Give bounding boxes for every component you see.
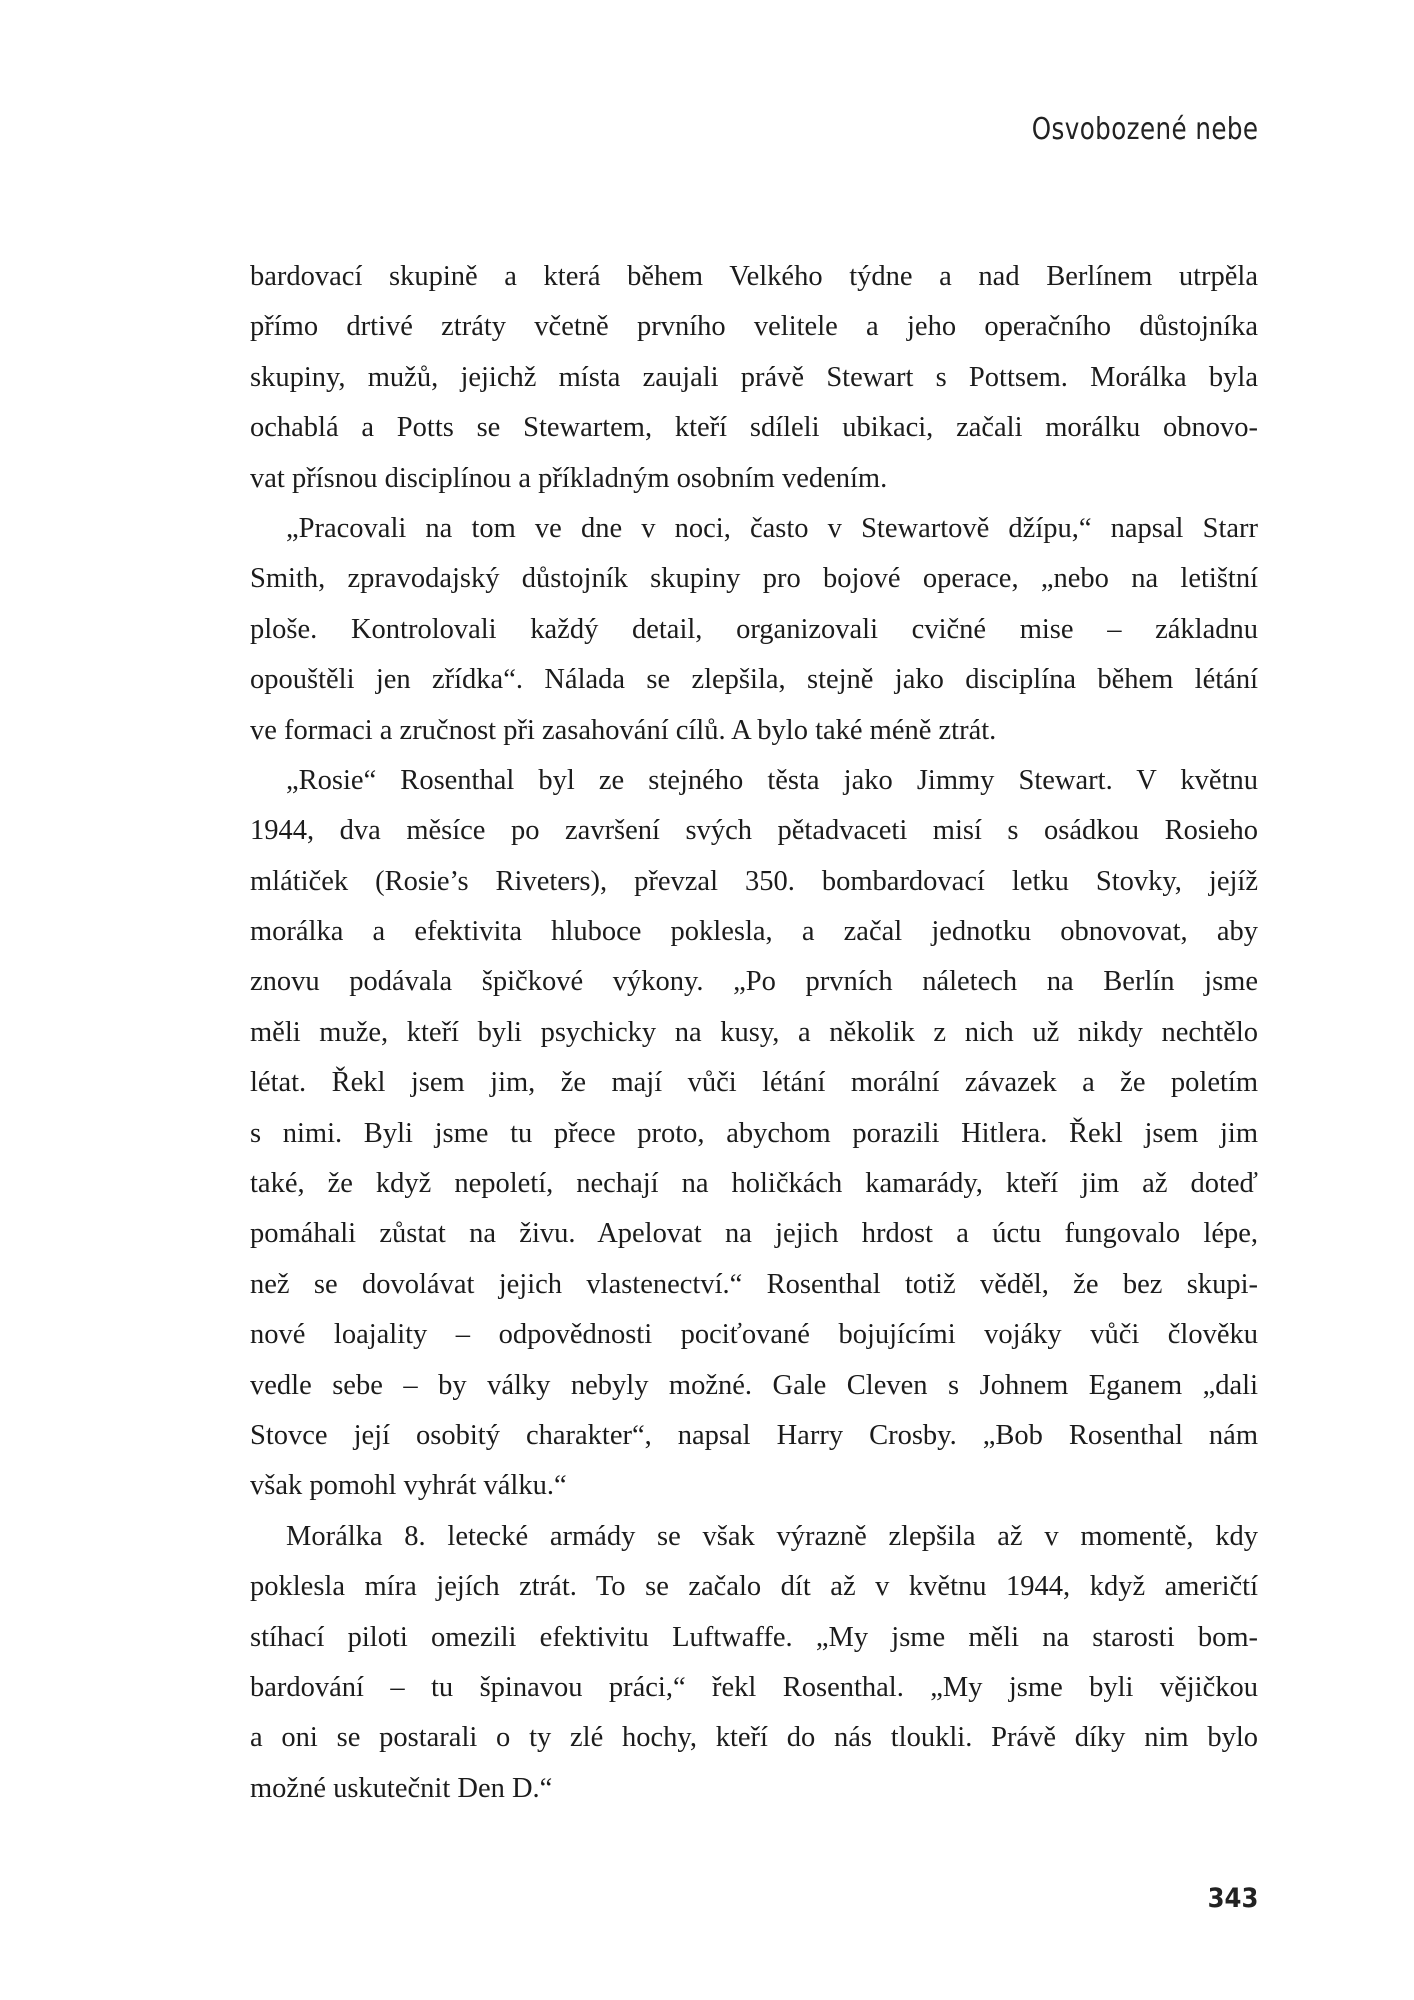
text-line: mlátiček (Rosie’s Riveters), převzal 350. bombardovací letku Stovky, jejíž <box>250 865 1258 897</box>
text-line: „Rosie“ Rosenthal byl ze stejného těsta jako Jimmy Stewart. V květnu <box>286 764 1258 796</box>
text-line: Stovce její osobitý charakter“, napsal Harry Crosby. „Bob Rosenthal nám <box>250 1419 1258 1451</box>
text-line: než se dovolávat jejich vlastenectví.“ Rosenthal totiž věděl, že bez skupi- <box>250 1268 1258 1300</box>
text-line: morálka a efektivita hluboce poklesla, a začal jednotku obnovovat, aby <box>250 916 1258 948</box>
text-line: Smith, zpravodajský důstojník skupiny pro bojové operace, „nebo na letištní <box>250 563 1258 595</box>
text-line: „Pracovali na tom ve dne v noci, často v Stewartově džípu,“ napsal Starr <box>286 512 1258 544</box>
text-line: Morálka 8. letecké armády se však výrazně zlepšila až v momentě, kdy <box>286 1520 1258 1552</box>
paragraph <box>250 1512 1258 1814</box>
text-line: znovu podávala špičkové výkony. „Po prvních náletech na Berlín jsme <box>250 966 1258 998</box>
paragraph <box>250 252 1258 504</box>
running-head-title: Osvobozené nebe <box>1031 112 1258 147</box>
text-line: s nimi. Byli jsme tu přece proto, abychom porazili Hitlera. Řekl jsem jim <box>250 1117 1258 1149</box>
page-number: 343 <box>1207 1883 1258 1914</box>
paragraph <box>250 504 1258 756</box>
text-line: a oni se postarali o ty zlé hochy, kteří do nás tloukli. Právě díky nim bylo <box>250 1722 1258 1754</box>
text-line: létat. Řekl jsem jim, že mají vůči létání morální závazek a že poletím <box>250 1067 1258 1099</box>
text-line: opouštěli jen zřídka“. Nálada se zlepšila, stejně jako disciplína během létání <box>250 664 1258 696</box>
text-line: přímo drtivé ztráty včetně prvního velitele a jeho operačního důstojníka <box>250 311 1258 343</box>
text-line: pomáhali zůstat na živu. Apelovat na jejich hrdost a úctu fungovalo lépe, <box>250 1218 1258 1250</box>
text-line: skupiny, mužů, jejichž místa zaujali právě Stewart s Pottsem. Morálka byla <box>250 361 1258 393</box>
text-line: také, že když nepoletí, nechají na holičkách kamarády, kteří jim až doteď <box>250 1168 1258 1200</box>
text-line: ploše. Kontrolovali každý detail, organizovali cvičné mise – základnu <box>250 613 1258 645</box>
text-line: poklesla míra jejích ztrát. To se začalo dít až v květnu 1944, když američtí <box>250 1571 1258 1603</box>
text-line: bardování – tu špinavou práci,“ řekl Rosenthal. „My jsme byli vějičkou <box>250 1671 1258 1703</box>
text-line: 1944, dva měsíce po završení svých pětadvaceti misí s osádkou Rosieho <box>250 815 1258 847</box>
text-line: měli muže, kteří byli psychicky na kusy, a několik z nich už nikdy nechtělo <box>250 1016 1258 1048</box>
text-line: stíhací piloti omezili efektivitu Luftwaffe. „My jsme měli na starosti bom- <box>250 1621 1258 1653</box>
text-line: nové loajality – odpovědnosti pociťované bojujícími vojáky vůči člověku <box>250 1319 1258 1351</box>
text-line: vedle sebe – by války nebyly možné. Gale Cleven s Johnem Eganem „dali <box>250 1369 1258 1401</box>
body-text <box>250 252 1258 1814</box>
text-line: však pomohl vyhrát válku.“ <box>250 1470 567 1502</box>
text-line: možné uskutečnit Den D.“ <box>250 1772 553 1804</box>
paragraph <box>250 756 1258 1512</box>
text-line: bardovací skupině a která během Velkého týdne a nad Berlínem utrpěla <box>250 261 1258 292</box>
text-line: ve formaci a zručnost při zasahování cílů. A bylo také méně ztrát. <box>250 714 997 746</box>
text-line: vat přísnou disciplínou a příkladným osobním vedením. <box>250 462 888 494</box>
text-line: ochablá a Potts se Stewartem, kteří sdíleli ubikaci, začali morálku obnovo- <box>250 412 1258 444</box>
